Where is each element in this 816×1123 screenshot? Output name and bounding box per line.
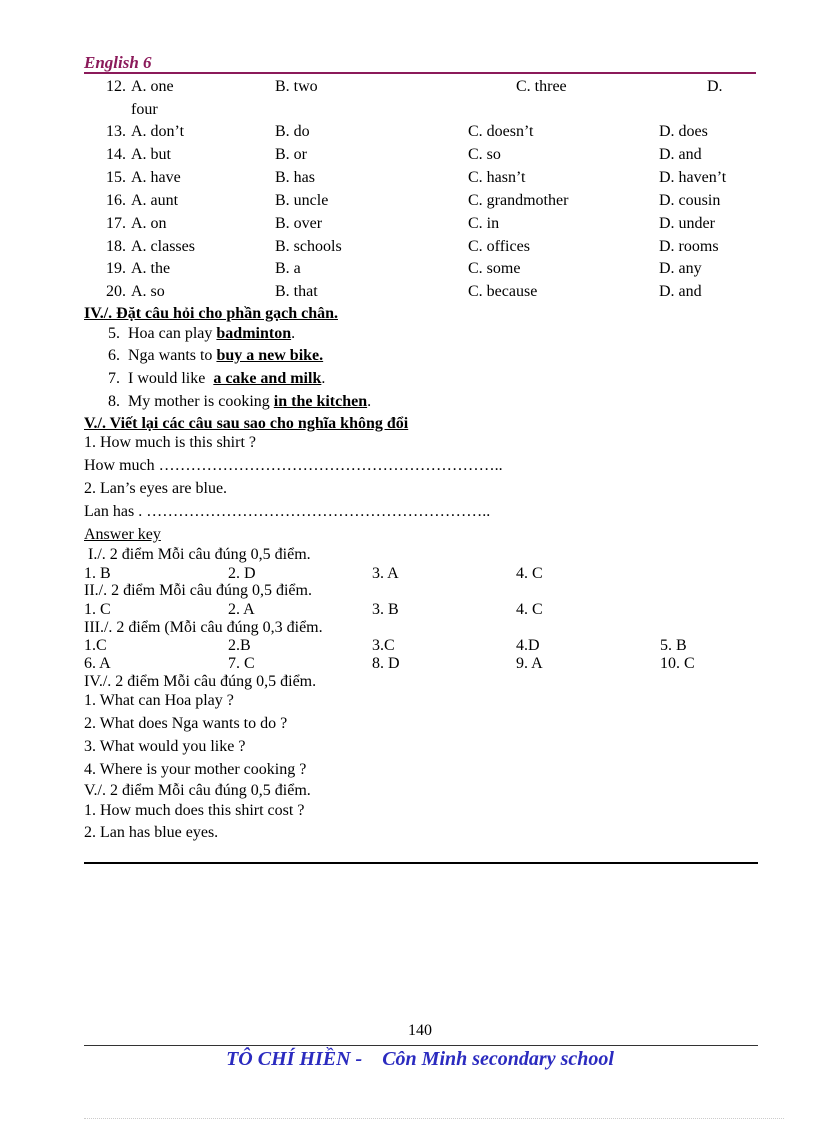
answer: 1. C <box>84 601 111 618</box>
underlined-part: badminton <box>216 325 292 342</box>
option-c: C. grandmother <box>468 192 569 209</box>
answer: 3. A <box>372 565 399 582</box>
answer: 10. C <box>660 655 695 672</box>
option-c: C. three <box>516 78 567 95</box>
option-b: B. has <box>275 169 315 186</box>
answer: 7. C <box>228 655 255 672</box>
list-item <box>108 346 323 366</box>
option-a: A. one <box>131 78 174 95</box>
option-b: B. that <box>275 283 318 300</box>
option-a: A. classes <box>131 238 195 255</box>
item-text: I would like <box>128 370 214 387</box>
answer: 8. D <box>372 655 400 672</box>
option-c: C. some <box>468 260 521 277</box>
underlined-part: in the kitchen <box>273 393 368 410</box>
answer-part-heading: III./. 2 điểm (Mỗi câu đúng 0,3 điểm. <box>84 619 323 636</box>
option-b: B. uncle <box>275 192 329 209</box>
answer: 4. C <box>516 601 543 618</box>
answer-part-heading: V./. 2 điểm Mỗi câu đúng 0,5 điểm. <box>84 782 311 799</box>
item-end: . <box>321 370 326 387</box>
option-b: B. schools <box>275 238 342 255</box>
question-number: 16. <box>106 192 126 209</box>
option-a: A. so <box>131 283 165 300</box>
item-text: Hoa can play <box>128 325 217 342</box>
answer-part-heading: IV./. 2 điểm Mỗi câu đúng 0,5 điểm. <box>84 673 317 690</box>
answer: 3.C <box>372 637 395 654</box>
option-c: C. because <box>468 283 538 300</box>
option-c: C. so <box>468 146 501 163</box>
section4-heading: IV./. Đặt câu hỏi cho phần gạch chân. <box>84 305 338 322</box>
section-divider <box>84 862 758 864</box>
question-number: 17. <box>106 215 126 232</box>
item-text: Nga wants to <box>128 347 217 364</box>
option-d-wrap: four <box>131 101 158 118</box>
footer-rule <box>84 1045 758 1046</box>
option-a: A. aunt <box>131 192 179 209</box>
item-number: 7. <box>108 370 120 387</box>
option-b: B. do <box>275 123 310 140</box>
item-text: My mother is cooking <box>128 393 274 410</box>
answer: 2.B <box>228 637 251 654</box>
answer: 4. Where is your mother cooking ? <box>84 761 307 778</box>
option-c: C. doesn’t <box>468 123 534 140</box>
option-a: A. the <box>131 260 171 277</box>
option-a: A. don’t <box>131 123 185 140</box>
option-a: A. have <box>131 169 181 186</box>
option-d: D. does <box>659 123 708 140</box>
question-number: 20. <box>106 283 126 300</box>
answer: 2. What does Nga wants to do ? <box>84 715 288 732</box>
option-b: B. or <box>275 146 307 163</box>
question-number: 14. <box>106 146 126 163</box>
page-edge <box>84 1118 784 1119</box>
answer: 4.D <box>516 637 540 654</box>
answer: 3. B <box>372 601 399 618</box>
option-a: A. but <box>131 146 171 163</box>
footer-text <box>0 1048 816 1071</box>
list-item <box>108 324 295 344</box>
option-a: A. on <box>131 215 167 232</box>
footer-author-school: TÔ CHÍ HIỀN - Côn Minh secondary school <box>226 1048 614 1070</box>
answer: 9. A <box>516 655 543 672</box>
option-d: D. and <box>659 283 702 300</box>
option-d: D. haven’t <box>659 169 727 186</box>
answer: 5. B <box>660 637 687 654</box>
option-b: B. two <box>275 78 318 95</box>
option-d: D. and <box>659 146 702 163</box>
header-title: English 6 <box>84 53 152 72</box>
page-number: 140 <box>408 1022 432 1039</box>
option-d: D. cousin <box>659 192 721 209</box>
option-d: D. <box>707 78 723 95</box>
item-number: 8. <box>108 393 120 410</box>
answer: 1. How much does this shirt cost ? <box>84 802 305 819</box>
item-number: 5. <box>108 325 120 342</box>
question-number: 19. <box>106 260 126 277</box>
answer: 2. D <box>228 565 256 582</box>
answer-part-heading: I./. 2 điểm Mỗi câu đúng 0,5 điểm. <box>84 546 311 563</box>
header-rule <box>84 72 756 74</box>
answer: 1. B <box>84 565 111 582</box>
option-b: B. over <box>275 215 323 232</box>
answer: 3. What would you like ? <box>84 738 246 755</box>
answer: 1.C <box>84 637 107 654</box>
answer: 6. A <box>84 655 111 672</box>
answer: 2. A <box>228 601 255 618</box>
list-item <box>108 392 371 412</box>
section5-line: How much ……………………………………………………….. <box>84 457 503 474</box>
option-c: C. offices <box>468 238 530 255</box>
option-d: D. rooms <box>659 238 719 255</box>
section5-line: 2. Lan’s eyes are blue. <box>84 480 228 497</box>
question-number: 18. <box>106 238 126 255</box>
answer: 2. Lan has blue eyes. <box>84 824 219 841</box>
option-c: C. in <box>468 215 500 232</box>
section5-line: Lan has . ……………………………………………………….. <box>84 503 491 520</box>
item-end: . <box>367 393 372 410</box>
question-number: 15. <box>106 169 126 186</box>
item-end: . <box>291 325 296 342</box>
underlined-part: buy a new bike. <box>216 347 324 364</box>
answer-part-heading: II./. 2 điểm Mỗi câu đúng 0,5 điểm. <box>84 582 312 599</box>
underlined-part: a cake and milk <box>213 370 322 387</box>
section5-heading: V./. Viết lại các câu sau sao cho nghĩa không đổi <box>84 415 409 432</box>
answer-key-title: Answer key <box>84 526 161 543</box>
option-d: D. under <box>659 215 715 232</box>
answer: 4. C <box>516 565 543 582</box>
list-item <box>108 369 325 389</box>
answer: 1. What can Hoa play ? <box>84 692 234 709</box>
option-d: D. any <box>659 260 702 277</box>
question-number: 12. <box>106 78 126 95</box>
section5-line: 1. How much is this shirt ? <box>84 434 256 451</box>
option-b: B. a <box>275 260 301 277</box>
question-number: 13. <box>106 123 126 140</box>
option-c: C. hasn’t <box>468 169 526 186</box>
item-number: 6. <box>108 347 120 364</box>
